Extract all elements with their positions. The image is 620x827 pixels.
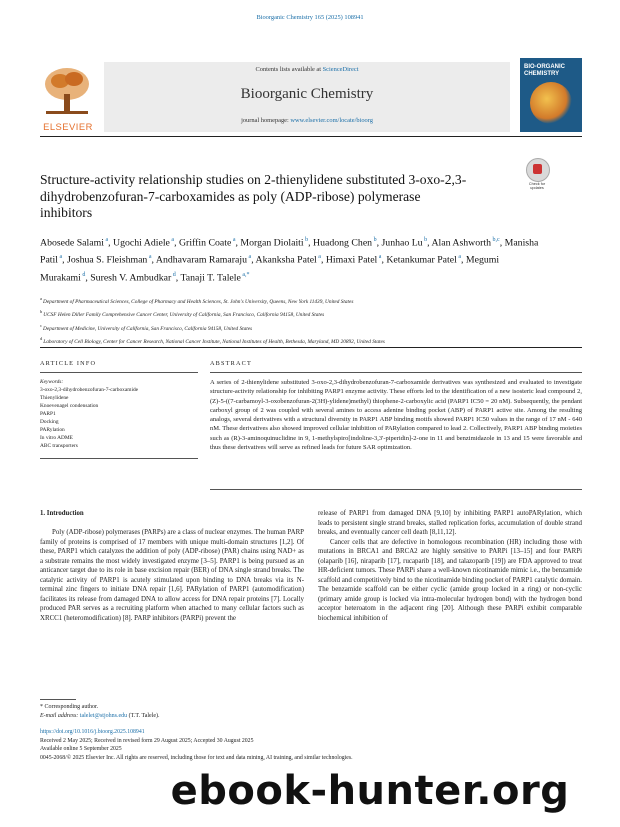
author-affiliation-marker[interactable]: a (456, 254, 461, 261)
author-name[interactable]: Morgan Diolaiti (240, 237, 304, 249)
cover-artwork (530, 82, 572, 124)
author-affiliation-marker[interactable]: b (422, 237, 428, 243)
keywords-label: Keywords: (40, 379, 64, 385)
author-separator: , (62, 254, 68, 266)
author-affiliation-marker[interactable]: b (372, 237, 377, 243)
author-name[interactable]: Junhao Lu (381, 237, 423, 249)
corresponding-label: * Corresponding author. (40, 704, 99, 710)
author-affiliation-marker[interactable]: b (303, 237, 309, 243)
journal-title: Bioorganic Chemistry (240, 86, 374, 102)
affiliation-key: b (40, 309, 44, 315)
author-affiliation-marker[interactable]: a (316, 254, 321, 261)
article-info-heading: ARTICLE INFO (40, 360, 97, 367)
author-name[interactable]: Akanksha Patel (255, 254, 317, 266)
author-affiliation-marker[interactable]: d (171, 271, 176, 278)
author-affiliation-marker[interactable]: d (80, 271, 86, 278)
author-affiliation-marker[interactable]: b,c (491, 237, 500, 243)
author-separator: , (499, 237, 505, 249)
keyword-item: PARylation (40, 427, 65, 433)
author-affiliation-marker[interactable]: a,* (240, 271, 250, 278)
author-name[interactable]: Manisha Patil (40, 237, 539, 266)
affiliation-item (40, 334, 580, 347)
author-name[interactable]: Abosede Salami (40, 237, 104, 249)
watermark-text: ebook-hunter.org (170, 768, 570, 814)
author-separator: , (235, 237, 241, 249)
author-affiliation-marker[interactable]: a (147, 254, 152, 261)
affiliation-key: a (40, 296, 44, 301)
section-divider (40, 347, 582, 348)
author-affiliation-marker[interactable]: a (103, 237, 109, 243)
abstract-heading: ABSTRACT (210, 360, 252, 367)
author-name[interactable]: Ketankumar Patel (386, 254, 457, 266)
keyword-item: PARP1 (40, 411, 56, 417)
affiliation-key: d (40, 336, 44, 342)
affiliation-list (40, 294, 580, 347)
elsevier-logo (40, 64, 96, 132)
keyword-item: 3-oxo-2,3-dihydrobenzofuran-7-carboxamide (40, 387, 139, 393)
author-separator: , (376, 237, 382, 249)
body-paragraph: release of PARP1 from damaged DNA [9,10] by inhibiting PARP1 autoPARylation, which leads to persistent single strand breaks, stalled replication forks, accumulation of double strand breaks, and eventually cancer cell death [8,11,12]. (318, 510, 582, 537)
check-for-updates-button[interactable] (524, 158, 550, 191)
body-paragraph: Cancer cells that are defective in homologous recombination (HR) including those with mutations in BRCA1 and BRCA2 are highly sensitive to PARPi [13–15] and four PARPi (olaparib [16], niraparib [17], rucaparib [18], and talazoparib [19]) are FDA approved to treat HR-deficient tumors. These PARPi share a well-known nicotinamide mimic i.e., the benzamide scaffold and competitively bind to the nicotinamide binding pocket of PARP1 catalytic domain. The benzamide scaffold can be either cyclic (amide group locked in a ring) or non-cyclic (primary amide group is locked via intra-molecular hydrogen bond) with the hydrogen bond acceptor heteroatom in the adjacent ring [20]. Although these PARPi exhibit comparable biochemical inhibition of (318, 538, 582, 623)
check-updates-label: Check for updates (528, 182, 546, 191)
corresponding-author-note (40, 703, 340, 721)
cover-title: BIO-ORGANIC CHEMISTRY (524, 64, 565, 77)
body-paragraph: Poly (ADP-ribose) polymerases (PARPs) are a class of nuclear enzymes. The human PARP family of proteins is comprised of 17 members with unique multi-domain structures [1,2]. Of these, PARP1 which catalyzes the addition of poly (ADP-ribose) (PAR) chains using NAD+ as a substrate remains the most widely investigated enzyme [3–5]. PARP1 is being pursued as an anticancer target due to its role in base excision repair (BER) of DNA single strand breaks. The catalytic activity of PARP1 is acutely stimulated upon binding to DNA breaks via its N-terminal zinc fingers to initiate DNA repair [1,6]. PARylation of PARP1 (automodification) facilitates its release from damaged DNA to allow access for DNA repair proteins [7]. Locally produced PAR serves as a recruiting platform when attached to many cellular factors such as XRCC1 (heteromodification) [8]. PARP inhibitors (PARPi) prevent the (40, 529, 304, 622)
online-date: Available online 5 September 2025 (40, 746, 122, 753)
introduction-heading: 1. Introduction (40, 510, 84, 517)
affiliation-item (40, 294, 580, 307)
email-link[interactable]: talelet@stjohns.edu (79, 713, 128, 719)
affiliation-text: Department of Pharmaceutical Sciences, College of Pharmacy and Health Sciences, St. John's University, Queens, New York 11439, United States (43, 298, 354, 305)
author-separator: , (174, 237, 179, 249)
author-name[interactable]: Ugochi Adiele (113, 237, 170, 249)
abstract-bottom-rule (210, 489, 582, 490)
publication-info (40, 728, 580, 762)
keywords-block (40, 378, 200, 450)
email-line: E-mail address: talelet@stjohns.edu (T.T. Talele). (40, 713, 160, 719)
article-info-rule (40, 372, 198, 373)
body-column-left (40, 528, 304, 623)
author-separator: , (108, 237, 114, 249)
author-separator: , (85, 271, 91, 283)
author-separator: , (427, 237, 432, 249)
affiliation-key: c (40, 322, 44, 328)
doi-link[interactable]: https://doi.org/10.1016/j.bioorg.2025.108941 (40, 729, 145, 735)
keywords-bottom-rule (40, 458, 198, 459)
received-dates: Received 2 May 2025; Received in revised form 29 August 2025; Accepted 30 August 2025 (40, 737, 254, 744)
keyword-item: Docking (40, 419, 59, 425)
affiliation-item (40, 307, 580, 320)
affiliation-item (40, 321, 580, 334)
footnote-rule (40, 699, 76, 700)
sciencedirect-link[interactable]: ScienceDirect (322, 66, 359, 73)
homepage-line: journal homepage: www.elsevier.com/locate/bioorg (241, 117, 373, 124)
journal-reference-link[interactable]: Bioorganic Chemistry 165 (2025) 108941 (256, 14, 364, 21)
keywords-list (40, 386, 200, 450)
author-separator: , (151, 254, 156, 266)
copyright-notice: 0045-2068/© 2025 Elsevier Inc. All rights are reserved, including those for text and data mining, AI training, and similar technologies. (40, 754, 353, 761)
affiliation-text: Department of Medicine, University of California, San Francisco, California 94158, United States (43, 325, 253, 332)
author-separator: , (308, 237, 314, 249)
author-list (40, 233, 540, 285)
author-name[interactable]: Suresh V. Ambudkar (90, 271, 172, 283)
keyword-item: Knoevenagel condensation (40, 403, 99, 409)
author-affiliation-marker[interactable]: a (169, 237, 175, 243)
journal-homepage-link[interactable]: www.elsevier.com/locate/bioorg (290, 117, 373, 124)
author-separator: , (461, 254, 466, 266)
abstract-text: A series of 2-thienylidene substituted 3-oxo-2,3-dihydrobenzofuran-7-carboxamide derivatives was synthesized and evaluated to investigate structure-activity relationship for inhibiting PARP1 enzyme activity. These efforts led to the identification of a new isosteric lead compound 2, (Z)-5-((7-carbamoyl-3-oxobenzofuran-2(3H)-ylidene)methyl) thiophene-2-carboxylic acid (PARP1 IC50 = 20 nM). Subsequently, the pendant carboxyl group of 2 was coupled with several amines to access adenine binding pocket (ABP) of PARP1 active site. Among the resulting analogs, several derivatives with a structural diversity in PARP1 ABP binding motifs showed PARP1 IC50 values in the range of 17 nM - 640 nM. These derivatives also showed improved cellular inhibition of PARylation compared to lead 2. Collectively, PARP1 ABP binding moieties such as (R)-3-aminoquinuclidine in 9, 1-methylspiro[indoline-3,3'-piperidin]-2-one in 11 and benzimidazole in 13 and 15 were favorable and thus these derivatives will serve as refined leads for future SAR optimization. (210, 379, 582, 452)
keyword-item: In vitro ADME (40, 435, 73, 441)
author-name[interactable]: Alan Ashworth (431, 237, 492, 249)
elsevier-tree-icon (40, 64, 94, 118)
author-name[interactable]: Andhavaram Ramaraju (155, 254, 248, 266)
author-separator: , (175, 271, 181, 283)
journal-cover-image (520, 58, 582, 132)
contents-line: Contents lists available at ScienceDirect (255, 66, 359, 73)
publisher-name: ELSEVIER (43, 121, 93, 132)
author-separator: , (251, 254, 256, 266)
author-name[interactable]: Himaxi Patel (325, 254, 378, 266)
author-affiliation-marker[interactable]: a (57, 254, 63, 261)
author-affiliation-marker[interactable]: a (231, 237, 236, 243)
affiliation-text: Laboratory of Cell Biology, Center for Cancer Research, National Cancer Institute, National Institutes of Health, Bethesda, Maryland, MD 20892, United States (43, 338, 385, 345)
author-name[interactable]: Griffin Coate (178, 237, 232, 249)
keyword-item: ABC transporters (40, 443, 78, 449)
abstract-rule (210, 372, 582, 373)
author-affiliation-marker[interactable]: a (247, 254, 252, 261)
author-separator: , (320, 254, 326, 266)
author-name[interactable]: Megumi Murakami (40, 254, 500, 283)
check-updates-icon (526, 158, 550, 182)
author-name[interactable]: Joshua S. Fleishman (67, 254, 148, 266)
author-separator: , (381, 254, 387, 266)
author-name[interactable]: Tanaji T. Talele (180, 271, 241, 283)
header-divider (40, 136, 582, 137)
author-affiliation-marker[interactable]: a (377, 254, 382, 261)
keyword-item: Thienylidene (40, 395, 69, 401)
affiliation-text: UCSF Helen Diller Family Comprehensive Cancer Center, University of California, San Francisco, California 94158, United States (43, 312, 325, 319)
author-name[interactable]: Huadong Chen (313, 237, 373, 249)
body-column-right (318, 509, 582, 624)
article-title: Structure-activity relationship studies on 2-thienylidene substituted 3-oxo-2,3-dihydrobenzofuran-7-carboxamides as poly (ADP-ribose) polymerase inhibitors (40, 172, 467, 220)
